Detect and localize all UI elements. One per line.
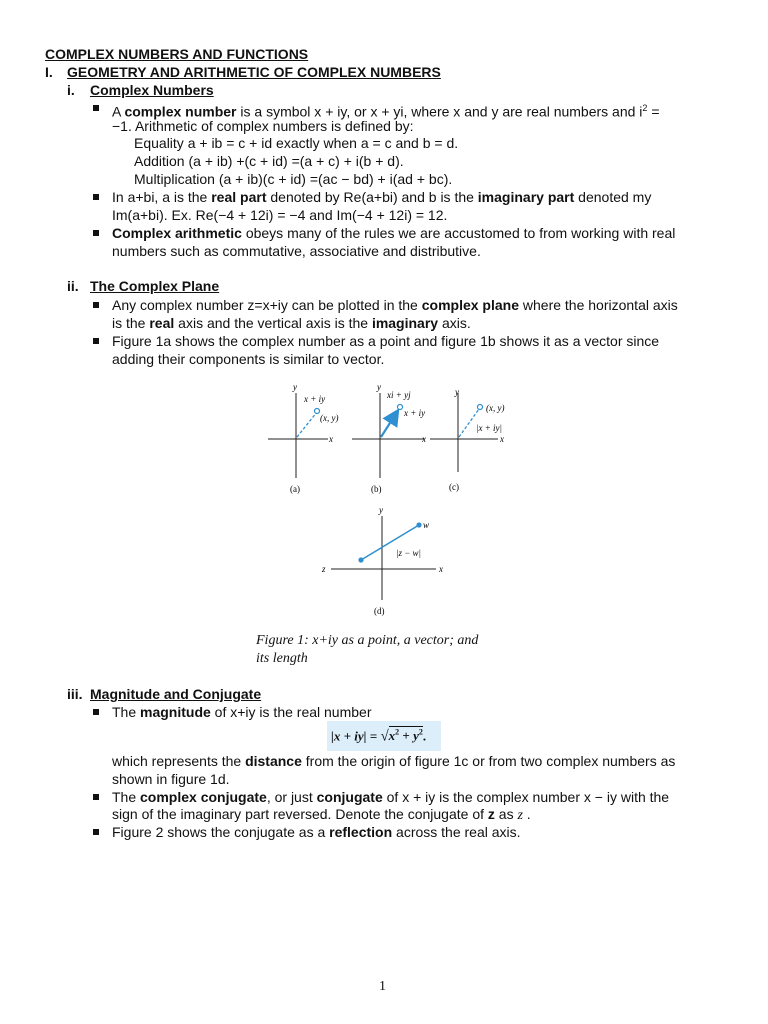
point-label-w: w [423, 520, 430, 530]
section-title: GEOMETRY AND ARITHMETIC OF COMPLEX NUMBERS [67, 64, 441, 80]
point-marker [398, 405, 403, 410]
point-z [358, 557, 363, 562]
figure-panel-a [268, 382, 338, 494]
subsection-title: Complex Numbers [90, 82, 214, 98]
axis-label-y: y [379, 505, 383, 515]
subsection-number: i. [67, 82, 75, 98]
paragraph-line: sign of the imaginary part reversed. Denote the conjugate of z as z . [112, 806, 531, 823]
paragraph-line: Figure 1a shows the complex number as a point and figure 1b shows it as a vector since [112, 333, 660, 349]
equation-addition: Addition (a + ib) +(c + id) =(a + c) + i(b + d). [134, 153, 404, 169]
panel-caption: (b) [371, 484, 382, 494]
bullet-marker [93, 709, 99, 715]
subsection-number: ii. [67, 278, 79, 294]
equation-multiplication: Multiplication (a + ib)(c + id) =(ac − bd) + i(ad + bc). [134, 171, 453, 187]
point-coordinates: (x, y) [486, 403, 505, 413]
document-title: COMPLEX NUMBERS AND FUNCTIONS [45, 46, 309, 62]
point-w [416, 522, 421, 527]
section-number: I. [45, 64, 53, 80]
panel-caption: (d) [374, 606, 385, 616]
paragraph-line: is the real axis and the vertical axis is the imaginary axis. [112, 315, 471, 331]
point-label-z: z [322, 564, 326, 574]
figure-panel-b [352, 382, 426, 494]
bullet-marker [93, 829, 99, 835]
subsection-title: Magnitude and Conjugate [90, 686, 262, 702]
panel-caption: (c) [449, 482, 459, 492]
equation-equality: Equality a + ib = c + id exactly when a = c and b = d. [134, 135, 459, 151]
axis-label-x: x [439, 564, 443, 574]
modulus-label: |x + iy| [476, 423, 503, 433]
vector-label: xi + yj [387, 390, 411, 400]
point-label: x + iy [404, 408, 426, 418]
distance-label: |z − w| [396, 548, 422, 558]
paragraph-line: which represents the distance from the origin of figure 1c or from two complex numbers as [112, 753, 676, 769]
bullet-marker [93, 794, 99, 800]
figure-caption: its length [256, 651, 308, 666]
axis-label-x: x [500, 434, 504, 444]
magnitude-formula: $|x + iy| = √x^2 + y^2$. [327, 721, 441, 751]
paragraph-line: shown in figure 1d. [112, 771, 230, 787]
paragraph-line: A complex number is a symbol x + iy, or x + yi, where x and y are real numbers and $i^2$ = [112, 103, 660, 120]
paragraph-line: In a+bi, a is the real part denoted by Re(a+bi) and b is the imaginary part denoted my [112, 189, 652, 205]
paragraph-line: The magnitude of x+iy is the real number [112, 704, 372, 720]
point-marker [478, 405, 483, 410]
vector-arrow [381, 412, 397, 437]
axis-label-x: x [422, 434, 426, 444]
figure-caption: Figure 1: x+iy as a point, a vector; and [256, 633, 479, 648]
figure-panel-c [430, 387, 504, 492]
paragraph-line: Figure 2 shows the conjugate as a reflection across the real axis. [112, 824, 521, 840]
subsection-title: The Complex Plane [90, 278, 220, 294]
paragraph-line: The complex conjugate, or just conjugate of x + iy is the complex number x − iy with the [112, 789, 670, 805]
axis-label-y: y [377, 382, 381, 392]
paragraph-line: Any complex number z=x+iy can be plotted in the complex plane where the horizontal axis [112, 297, 678, 313]
paragraph-line: Im(a+bi). Ex. Re(−4 + 12i) = −4 and Im(−4 + 12i) = 12. [112, 207, 448, 223]
paragraph-line: −1. Arithmetic of complex numbers is defined by: [112, 118, 414, 134]
point-label: x + iy [304, 394, 326, 404]
axis-label-y: y [455, 387, 459, 397]
paragraph-line: adding their components is similar to vector. [112, 351, 385, 367]
point-marker [315, 409, 320, 414]
point-coordinates: (x, y) [320, 413, 339, 423]
paragraph-line: numbers such as commutative, associative and distributive. [112, 243, 481, 259]
subsection-number: iii. [67, 686, 83, 702]
paragraph-line: Complex arithmetic obeys many of the rules we are accustomed to from working with real [112, 225, 676, 241]
axis-label-x: x [329, 434, 333, 444]
panel-caption: (a) [290, 484, 300, 494]
axis-label-y: y [293, 382, 297, 392]
page-number: 1 [379, 979, 386, 994]
figure-panel-d [321, 505, 443, 616]
